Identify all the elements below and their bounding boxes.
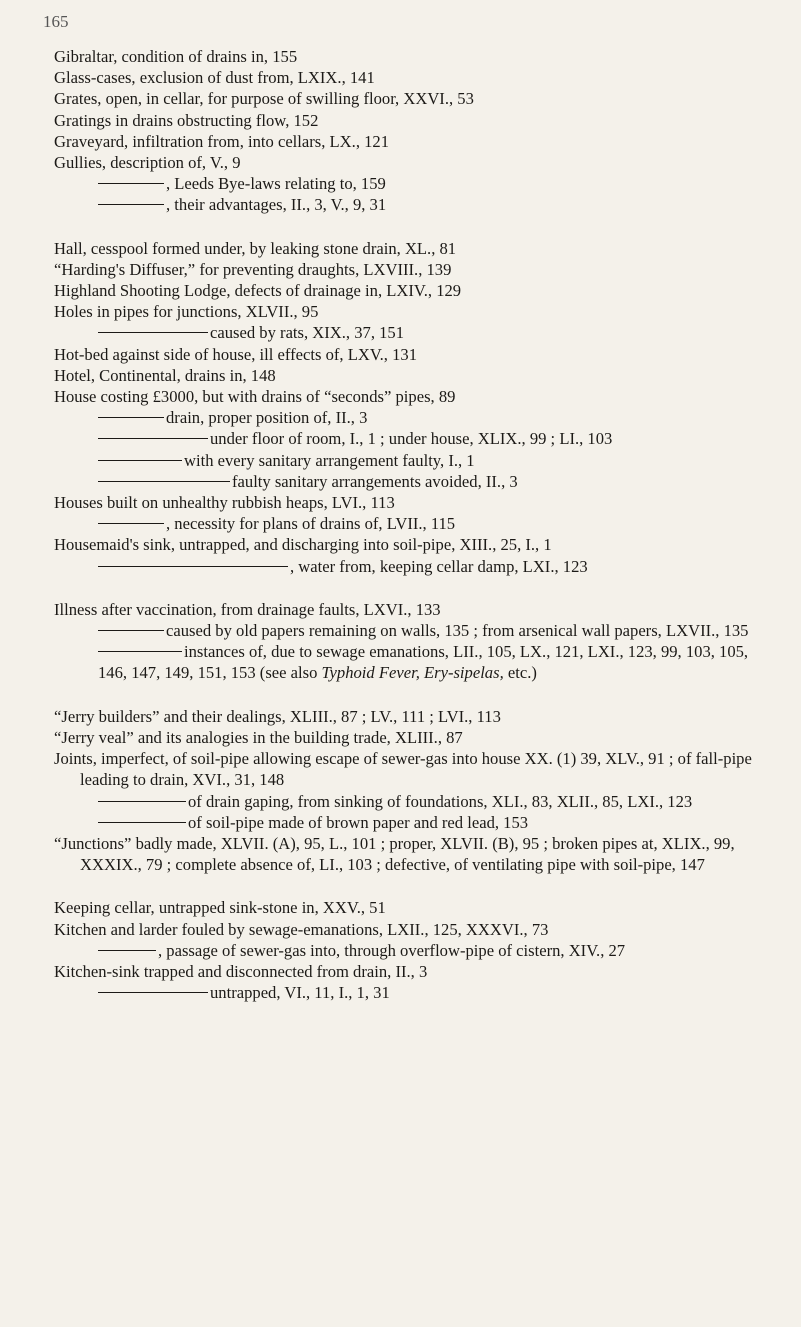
entry-text: Hotel, Continental, drains in, 148 xyxy=(54,365,276,385)
entry-text-tail: etc.) xyxy=(503,663,537,683)
index-subentry xyxy=(54,471,774,492)
entry-italic-ref: Typhoid Fever, Ery-sipelas, xyxy=(321,663,504,683)
ditto-rule xyxy=(98,183,164,184)
index-subentry xyxy=(54,194,774,215)
entry-text: with every sanitary arrangement faulty, I., 1 xyxy=(184,450,475,470)
entry-text: of drain gaping, from sinking of foundations, XLI., 83, XLII., 85, LXI., 123 xyxy=(188,791,693,811)
index-letter-group xyxy=(54,599,774,684)
index-entry xyxy=(54,280,774,301)
entry-text: Housemaid's sink, untrapped, and discharging into soil-pipe, XIII., 25, I., 1 xyxy=(54,535,552,555)
index-entry xyxy=(54,706,774,727)
index-entry xyxy=(54,534,774,555)
index-entry xyxy=(54,259,774,280)
index-entry xyxy=(54,46,774,67)
entry-text: Grates, open, in cellar, for purpose of swilling floor, XXVI., 53 xyxy=(54,89,474,109)
entry-text: Glass-cases, exclusion of dust from, LXIX., 141 xyxy=(54,68,375,88)
entry-text: Keeping cellar, untrapped sink-stone in, XXV., 51 xyxy=(54,898,386,918)
entry-text: , water from, keeping cellar damp, LXI., 123 xyxy=(290,556,588,576)
entry-text: , passage of sewer-gas into, through overflow-pipe of cistern, XIV., 27 xyxy=(158,940,626,960)
entry-text: faulty sanitary arrangements avoided, II., 3 xyxy=(232,471,518,491)
index-entry xyxy=(54,152,774,173)
index-subentry xyxy=(54,812,774,833)
page-number: 165 xyxy=(43,12,69,31)
index-entry xyxy=(54,386,774,407)
index-subentry xyxy=(54,407,774,428)
index-entry xyxy=(54,131,774,152)
entry-text: Joints, imperfect, of soil-pipe allowing escape of sewer-gas into house XX. (1) 39, XLV., 91 ; of fall-pipe leading to drain, XVI., 31, 148 xyxy=(54,749,752,790)
index-letter-group xyxy=(54,897,774,1003)
entry-text: drain, proper position of, II., 3 xyxy=(166,408,368,428)
ditto-rule xyxy=(98,523,164,524)
ditto-rule xyxy=(98,332,208,333)
index-subentry xyxy=(54,982,774,1003)
index-entry xyxy=(54,238,774,259)
ditto-rule xyxy=(98,438,208,439)
entry-text: instances of, due to sewage emanations, LII., 105, LX., 121, LXI., 123, 99, 103, 105, 146, 147, 149, 151, 153 (see also xyxy=(98,642,749,683)
ditto-rule xyxy=(98,481,230,482)
index-entry xyxy=(54,344,774,365)
entry-text: , Leeds Bye-laws relating to, 159 xyxy=(166,174,386,194)
index-subentry xyxy=(54,620,774,641)
entry-text: Highland Shooting Lodge, defects of drainage in, LXIV., 129 xyxy=(54,281,462,301)
entry-text: Illness after vaccination, from drainage faults, LXVI., 133 xyxy=(54,599,441,619)
index-letter-group xyxy=(54,238,774,577)
ditto-rule xyxy=(98,992,208,993)
index-letter-group xyxy=(54,46,774,216)
index-entry xyxy=(54,110,774,131)
entry-text: caused by rats, XIX., 37, 151 xyxy=(210,323,405,343)
index-entry xyxy=(54,88,774,109)
entry-text: Gibraltar, condition of drains in, 155 xyxy=(54,47,298,66)
entry-text: Kitchen-sink trapped and disconnected from drain, II., 3 xyxy=(54,961,428,981)
index-entry xyxy=(54,961,774,982)
ditto-rule xyxy=(98,801,186,802)
entry-text: Hot-bed against side of house, ill effects of, LXV., 131 xyxy=(54,344,417,364)
index-subentry xyxy=(54,450,774,471)
index-subentry xyxy=(54,322,774,343)
entry-text: , their advantages, II., 3, V., 9, 31 xyxy=(166,195,387,215)
ditto-rule xyxy=(98,630,164,631)
entry-text: caused by old papers remaining on walls, 135 ; from arsenical wall papers, LXVII., 135 xyxy=(166,621,749,641)
entry-text: untrapped, VI., 11, I., 1, 31 xyxy=(210,983,390,1003)
index-list xyxy=(54,46,774,1003)
entry-text: Holes in pipes for junctions, XLVII., 95 xyxy=(54,302,319,322)
index-entry xyxy=(54,301,774,322)
entry-text: Kitchen and larder fouled by sewage-emanations, LXII., 125, XXXVI., 73 xyxy=(54,919,549,939)
entry-text: “Jerry builders” and their dealings, XLIII., 87 ; LV., 111 ; LVI., 113 xyxy=(54,706,501,726)
entry-text: of soil-pipe made of brown paper and red lead, 153 xyxy=(188,812,529,832)
index-entry xyxy=(54,599,774,620)
entry-text: Gratings in drains obstructing flow, 152 xyxy=(54,110,319,130)
index-entry xyxy=(54,748,774,790)
entry-text: Houses built on unhealthy rubbish heaps, LVI., 113 xyxy=(54,493,395,513)
index-entry xyxy=(54,919,774,940)
entry-text: “Harding's Diffuser,” for preventing draughts, LXVIII., 139 xyxy=(54,259,452,279)
ditto-rule xyxy=(98,460,182,461)
entry-text: under floor of room, I., 1 ; under house, XLIX., 99 ; LI., 103 xyxy=(210,429,613,449)
index-letter-group xyxy=(54,706,774,876)
index-entry xyxy=(54,365,774,386)
entry-text: “Jerry veal” and its analogies in the building trade, XLIII., 87 xyxy=(54,727,463,747)
index-subentry xyxy=(54,641,774,683)
index-entry xyxy=(54,727,774,748)
entry-text: , necessity for plans of drains of, LVII., 115 xyxy=(166,514,456,534)
ditto-rule xyxy=(98,204,164,205)
entry-text: Graveyard, infiltration from, into cellars, LX., 121 xyxy=(54,131,390,151)
index-entry xyxy=(54,492,774,513)
ditto-rule xyxy=(98,417,164,418)
index-subentry xyxy=(54,940,774,961)
ditto-rule xyxy=(98,950,156,951)
ditto-rule xyxy=(98,651,182,652)
index-entry xyxy=(54,67,774,88)
index-entry xyxy=(54,833,774,875)
index-subentry xyxy=(54,791,774,812)
entry-text: House costing £3000, but with drains of “seconds” pipes, 89 xyxy=(54,387,456,407)
entry-text: Gullies, description of, V., 9 xyxy=(54,153,241,173)
index-entry xyxy=(54,897,774,918)
ditto-rule xyxy=(98,566,288,567)
index-subentry xyxy=(54,556,774,577)
index-subentry xyxy=(54,513,774,534)
entry-text: Hall, cesspool formed under, by leaking stone drain, XL., 81 xyxy=(54,238,457,258)
entry-text: “Junctions” badly made, XLVII. (A), 95, L., 101 ; proper, XLVII. (B), 95 ; broken pipes at, XLIX., 99, XXXIX., 79 ; complete absence of, LI., 103 ; defective, of ventilating pipe with soil-pipe, 147 xyxy=(54,833,735,875)
index-subentry xyxy=(54,173,774,194)
index-subentry xyxy=(54,428,774,449)
ditto-rule xyxy=(98,822,186,823)
